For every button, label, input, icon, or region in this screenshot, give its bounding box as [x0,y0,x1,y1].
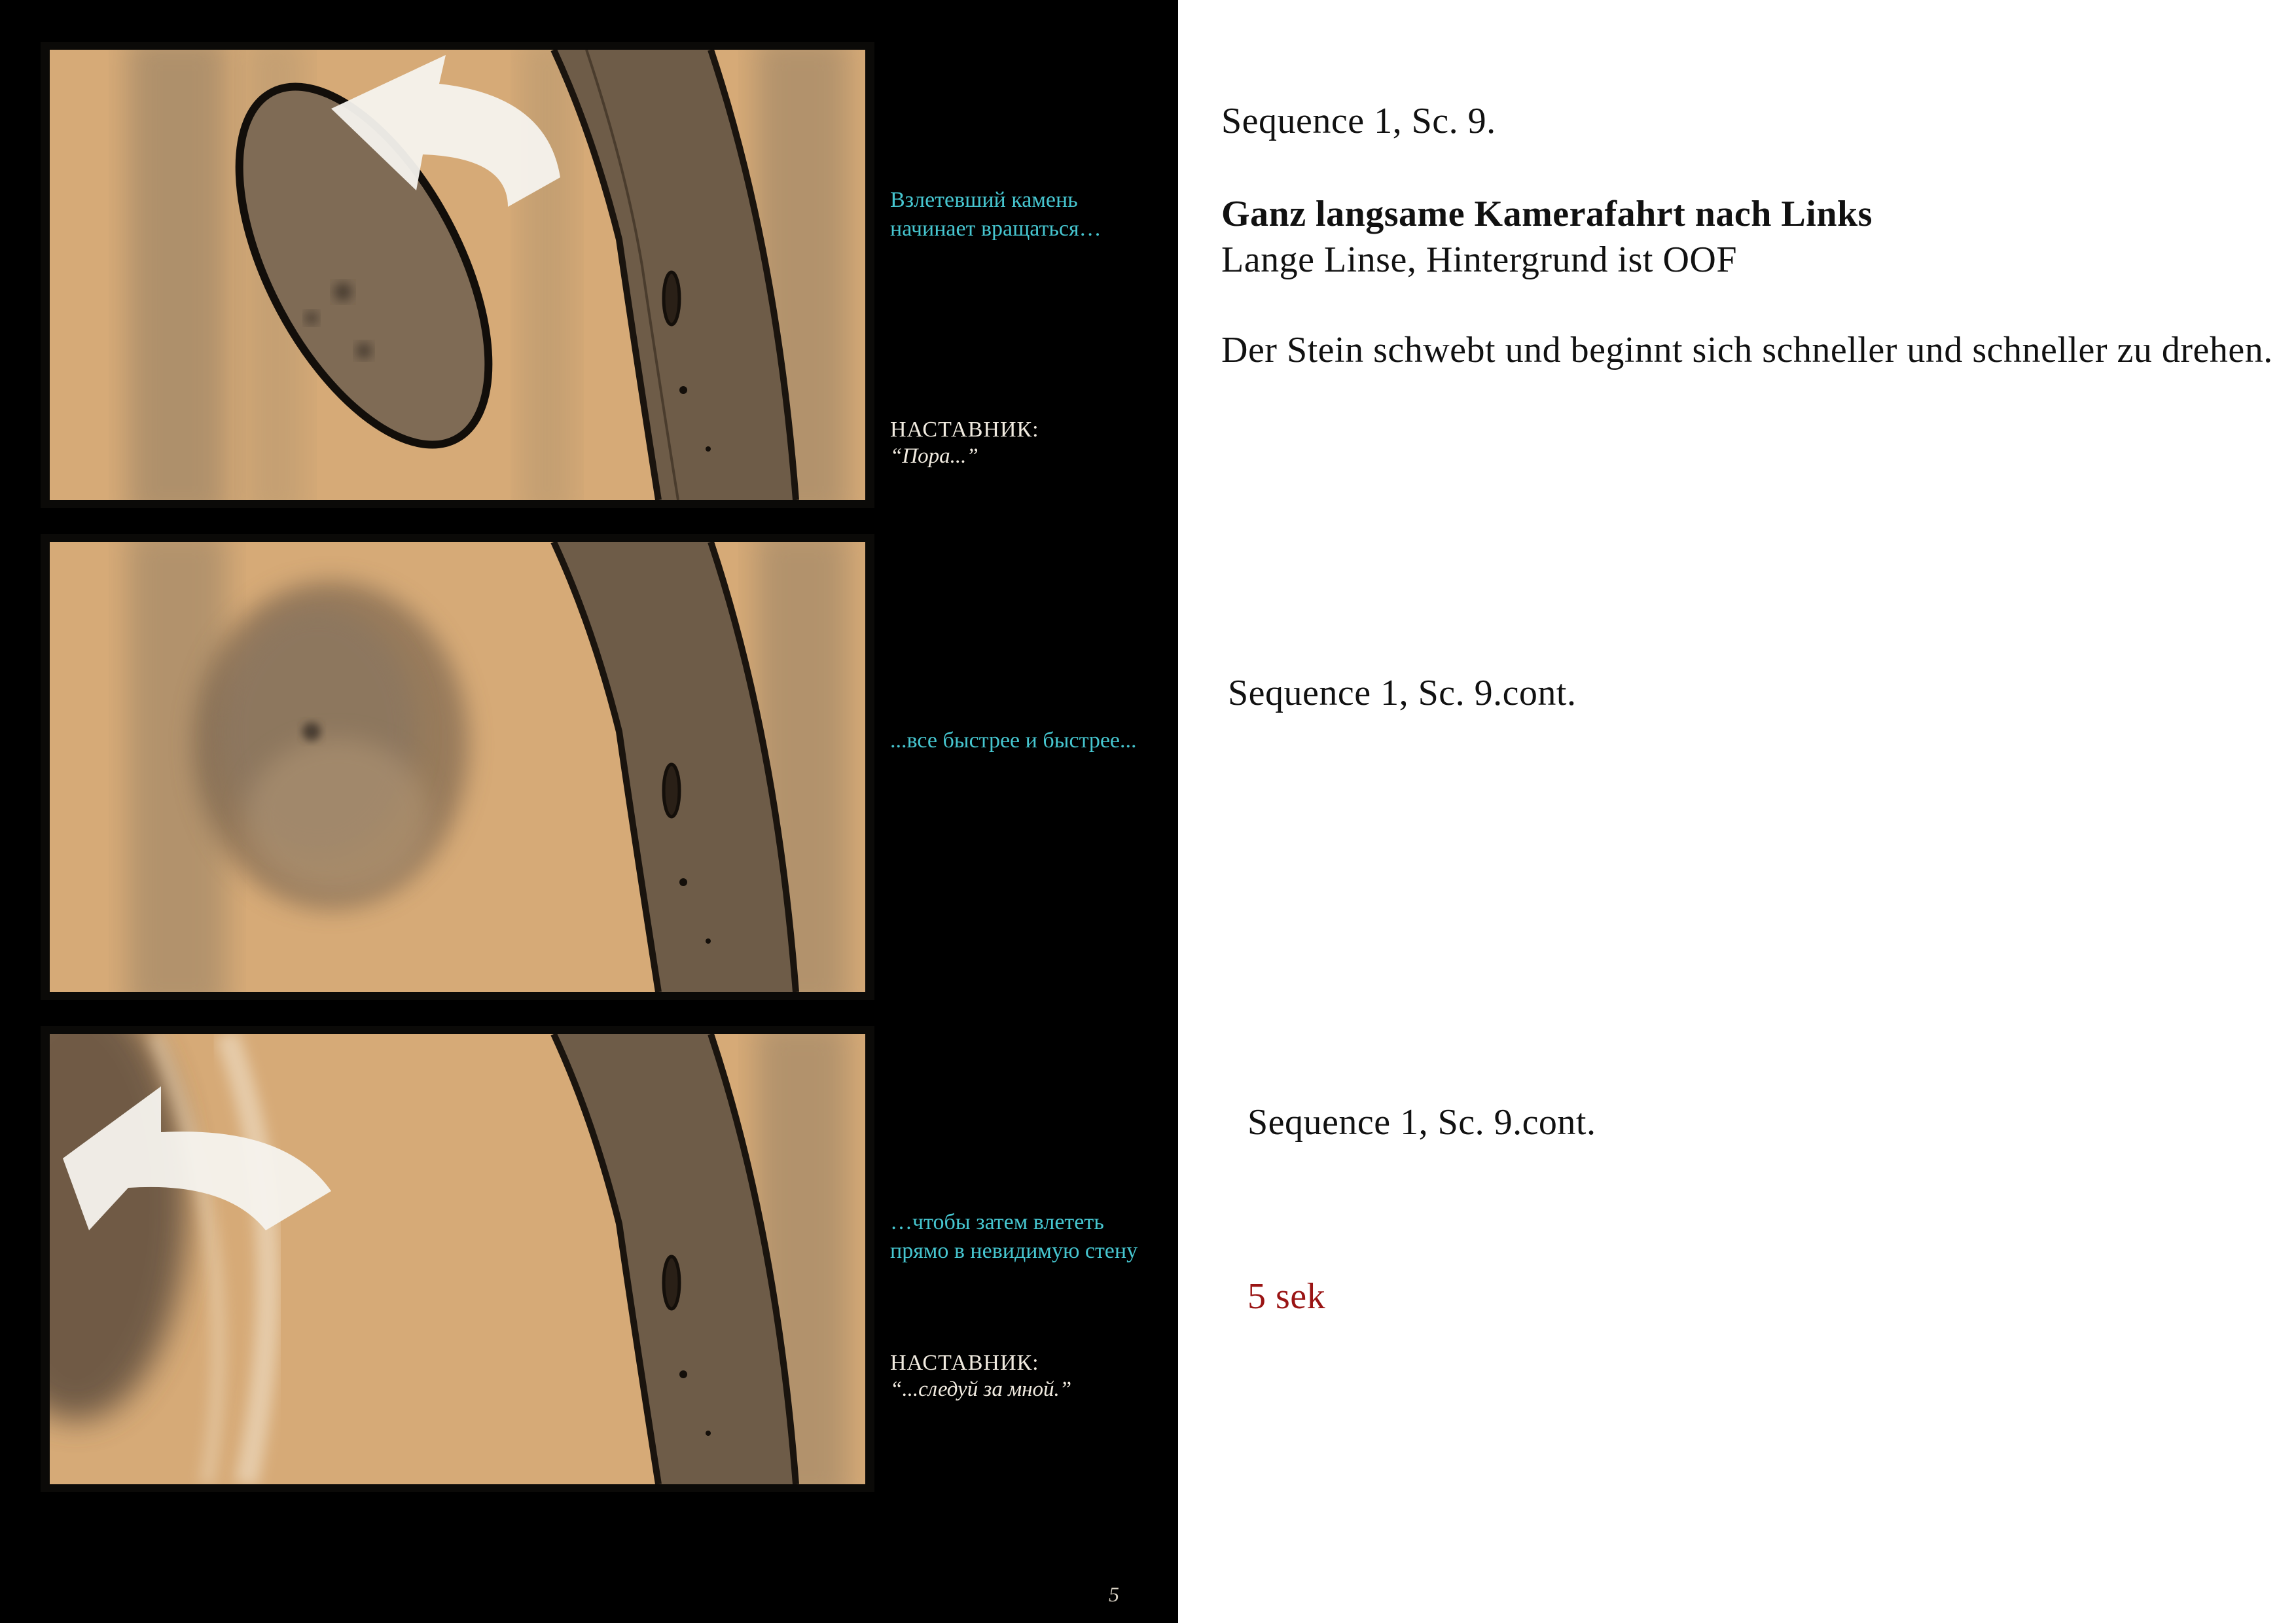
panel-1-note: Взлетевший камень начинает вращаться… [890,188,1102,241]
action-description: Der Stein schwebt und beginnt sich schneller und schneller zu drehen. [1221,330,2273,370]
panel-3-drawing [50,1034,865,1484]
lens-note: Lange Linse, Hintergrund ist OOF [1221,240,1737,280]
panel-3-note: …чтобы затем влететь прямо в невидимую стену [890,1210,1138,1263]
scene-heading-3: Sequence 1, Sc. 9.cont. [1247,1102,1596,1143]
panel-1-dialogue: “Пора...” [890,444,978,468]
panel-3-speaker: НАСТАВНИК: [890,1351,1039,1375]
blurred-pillar [128,50,226,500]
panel-1-drawing [50,50,865,500]
storyboard-panel-3 [41,1026,874,1492]
scene-heading-1: Sequence 1, Sc. 9. [1221,101,1496,141]
script-page [1178,0,2296,1623]
camera-direction: Ganz langsame Kamerafahrt nach Links [1221,194,1873,234]
panel-3-dialogue: “...следуй за мной.” [890,1378,1072,1401]
duration-label: 5 sek [1247,1276,1326,1317]
panel-2-drawing [50,542,865,992]
scene-heading-2: Sequence 1, Sc. 9.cont. [1228,673,1577,713]
panel-1-speaker: НАСТАВНИК: [890,418,1039,442]
storyboard-panel-1 [41,42,874,508]
storyboard-panel-2 [41,534,874,1000]
page-number: 5 [1109,1582,1119,1606]
panel-2-note: ...все быстрее и быстрее... [890,728,1137,753]
